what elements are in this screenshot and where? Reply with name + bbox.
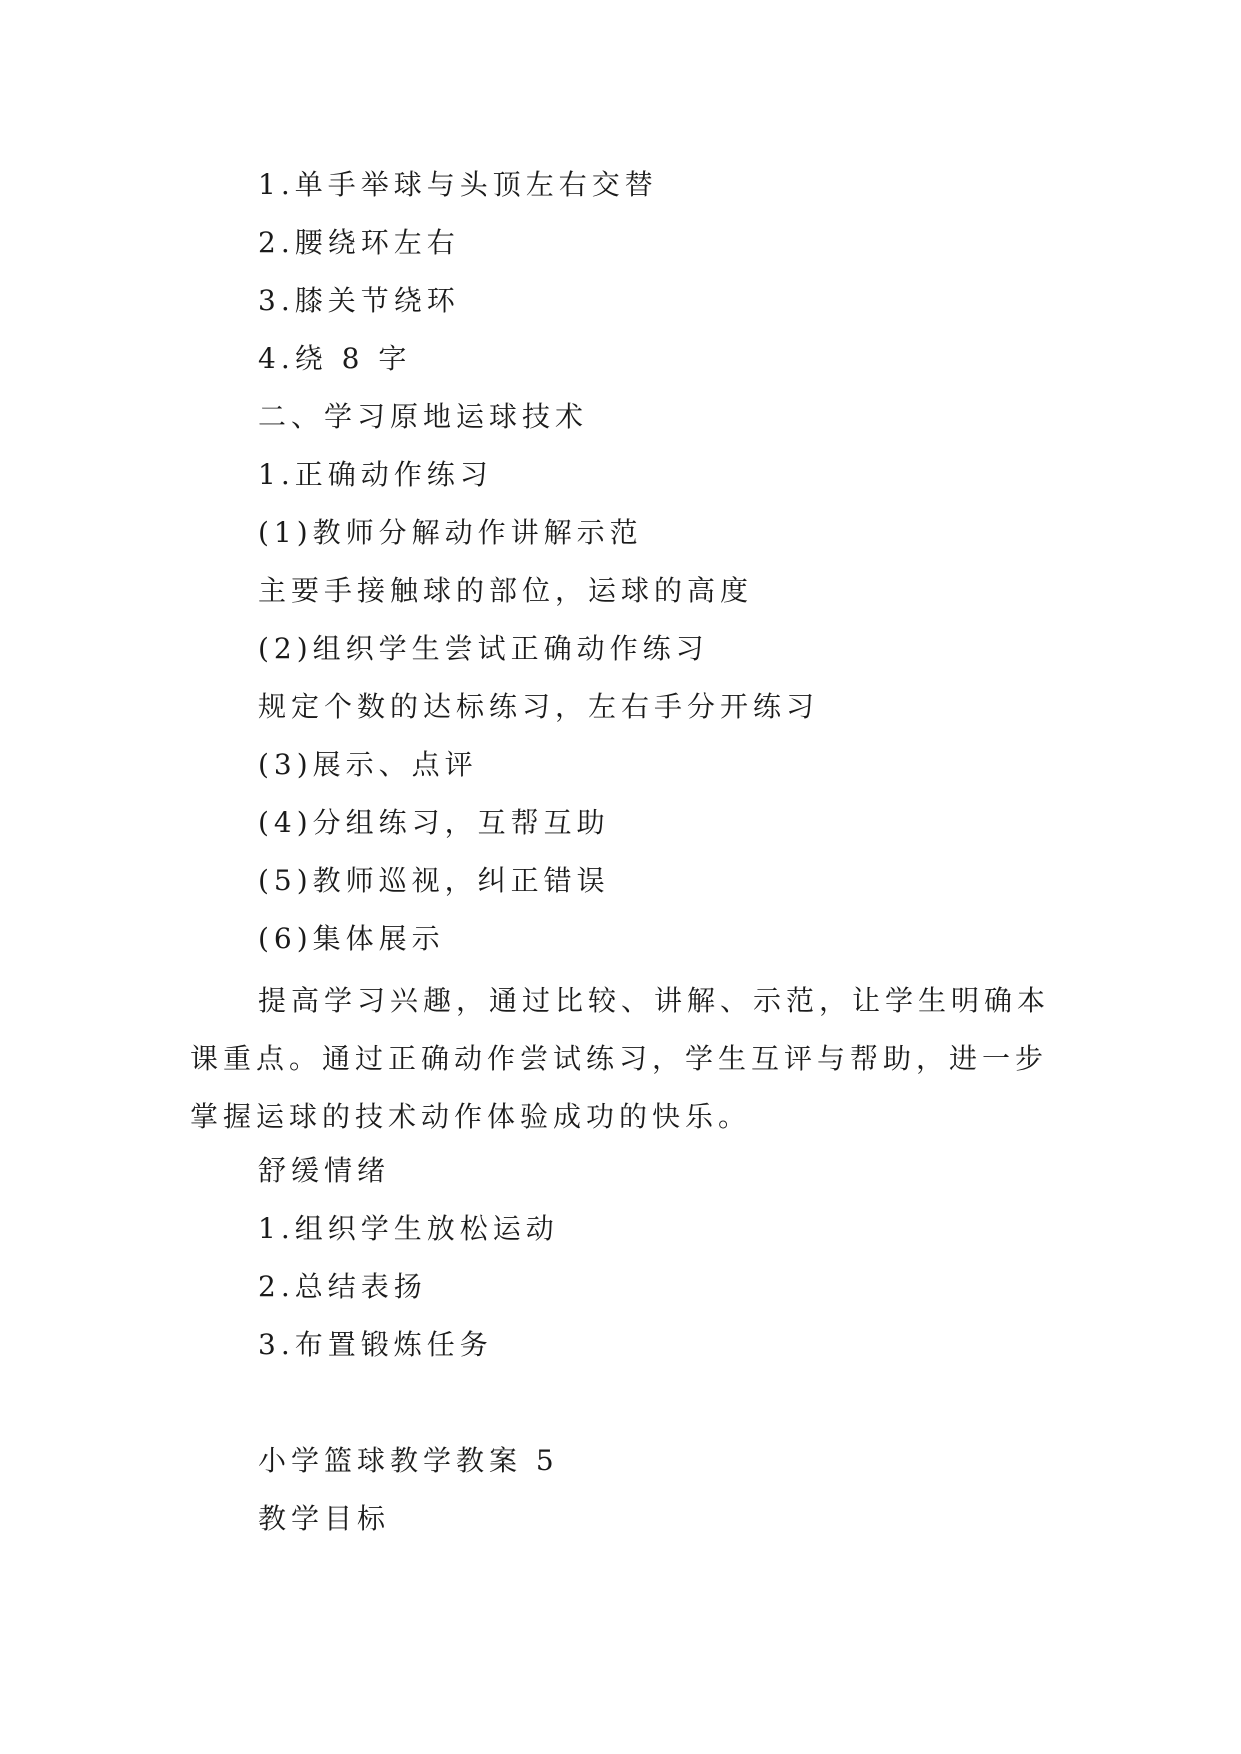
text-line: 规定个数的达标练习，左右手分开练习 (258, 690, 820, 723)
text-line: 舒缓情绪 (258, 1154, 391, 1187)
list-item: (2)组织学生尝试正确动作练习 (258, 632, 709, 665)
list-item: (1)教师分解动作讲解示范 (258, 516, 643, 549)
list-item: 1.正确动作练习 (258, 458, 493, 491)
list-item: 2.总结表扬 (258, 1270, 427, 1303)
body-paragraph: 提高学习兴趣，通过比较、讲解、示范，让学生明确本课重点。通过正确动作尝试练习，学生互评与帮助，进一步掌握运球的技术动作体验成功的快乐。 (190, 984, 1051, 1133)
section-heading: 二、学习原地运球技术 (258, 400, 589, 433)
list-item: 3.膝关节绕环 (258, 284, 460, 317)
list-item: (5)教师巡视，纠正错误 (258, 864, 610, 897)
list-item: 1.组织学生放松运动 (258, 1212, 559, 1245)
list-item: 1.单手举球与头顶左右交替 (258, 168, 658, 201)
list-item: 2.腰绕环左右 (258, 226, 460, 259)
text-line: 主要手接触球的部位，运球的高度 (258, 574, 754, 607)
list-item: 4.绕 8 字 (258, 342, 412, 375)
section-title: 小学篮球教学教案 5 (258, 1444, 559, 1477)
list-item: 3.布置锻炼任务 (258, 1328, 493, 1361)
list-item: (6)集体展示 (258, 922, 445, 955)
list-item: (4)分组练习，互帮互助 (258, 806, 610, 839)
list-item: (3)展示、点评 (258, 748, 478, 781)
section-subtitle: 教学目标 (258, 1502, 391, 1535)
